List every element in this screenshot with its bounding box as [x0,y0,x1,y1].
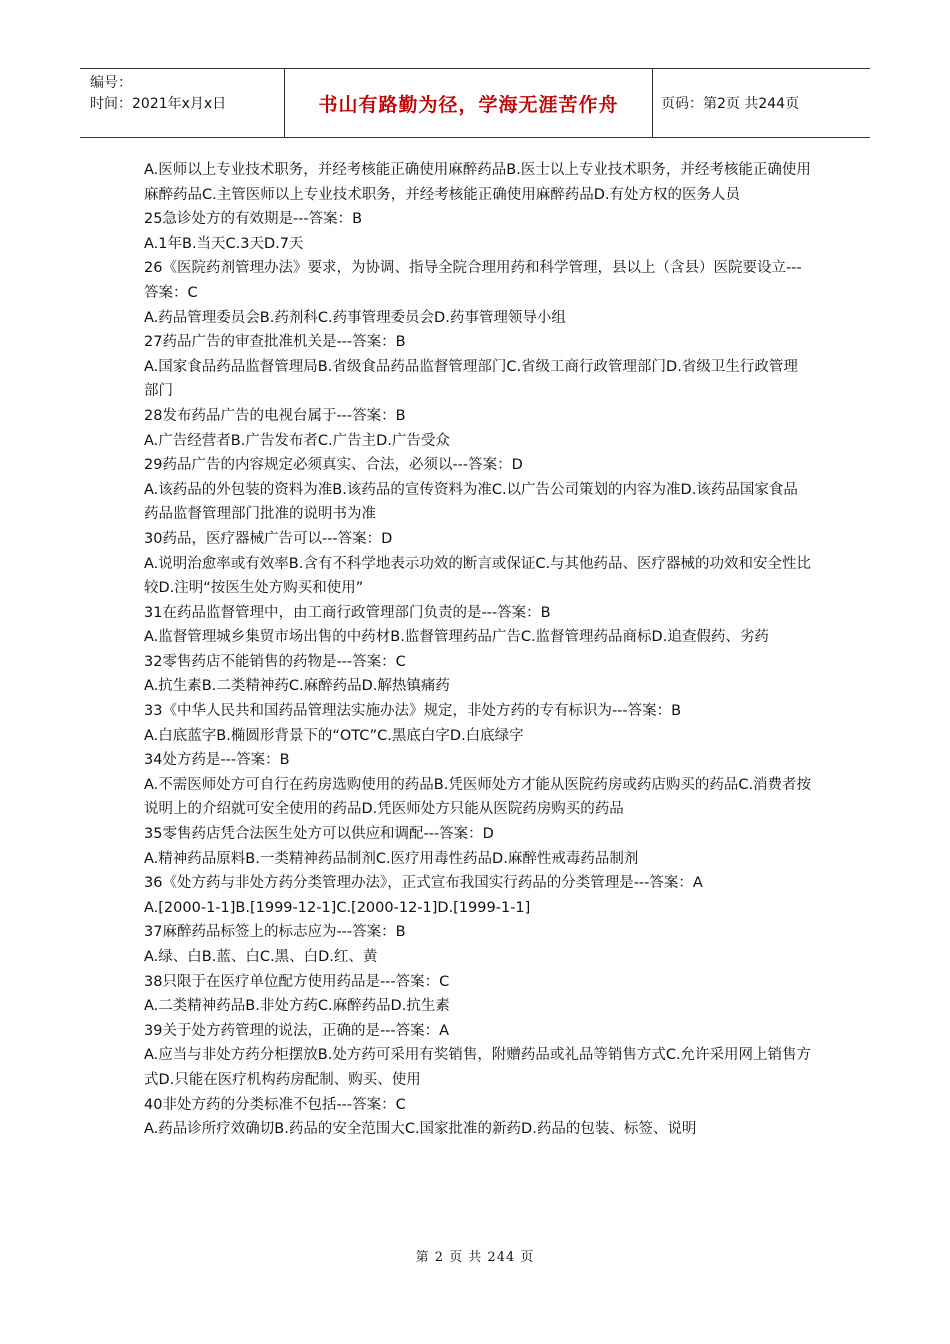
options-line: A.不需医师处方可自行在药房选购使用的药品B.凭医师处方才能从医院药房或药店购买的药品C.消费者按说明上的介绍就可安全使用的药品D.凭医师处方只能从医院药房购买的药品 [144,776,812,818]
question-line: 29药品广告的内容规定必须真实、合法，必须以---答案：D [144,457,523,474]
question-line: 40非处方药的分类标准不包括---答案：C [144,1096,406,1113]
question-line: 32零售药店不能销售的药物是---答案：C [144,653,406,670]
document-body [144,158,812,1142]
question-line: 36《处方药与非处方药分类管理办法》，正式宣布我国实行药品的分类管理是---答案：A [144,875,703,892]
document-number-label: 编号： [90,75,132,91]
options-line: A.抗生素B.二类精神药C.麻醉药品D.解热镇痛药 [144,678,450,695]
options-line: A.该药品的外包装的资料为准B.该药品的宣传资料为准C.以广告公司策划的内容为准D.该药品国家食品药品监督管理部门批准的说明书为准 [144,481,798,523]
question-line: 30药品，医疗器械广告可以---答案：D [144,530,393,547]
question-line: 37麻醉药品标签上的标志应为---答案：B [144,924,406,941]
question-line: 35零售药店凭合法医生处方可以供应和调配---答案：D [144,826,494,843]
options-line: A.1年B.当天C.3天D.7天 [144,235,304,252]
options-line: A.白底蓝字B.椭圆形背景下的“OTC”C.黑底白字D.白底绿字 [144,727,524,744]
header-motto: 书山有路勤为径，学海无涯苦作舟 [284,69,653,137]
options-line: A.应当与非处方药分柜摆放B.处方药可采用有奖销售，附赠药品或礼品等销售方式C.允许采用网上销售方式D.只能在医疗机构药房配制、购买、使用 [144,1047,812,1088]
options-line: A.医师以上专业技术职务，并经考核能正确使用麻醉药品B.医士以上专业技术职务，并经考核能正确使用麻醉药品C.主管医师以上专业技术职务，并经考核能正确使用麻醉药品D.有处方权的医务人员 [144,162,811,203]
header-page-info: 页码：第2页 共244页 [661,96,800,112]
header-meta [80,69,284,137]
options-line: A.广告经营者B.广告发布者C.广告主D.广告受众 [144,432,450,449]
options-line: A.[2000-1-1]B.[1999-12-1]C.[2000-12-1]D.[1999-1-1] [144,899,531,916]
question-line: 25急诊处方的有效期是---答案：B [144,211,363,228]
options-line: A.二类精神药品B.非处方药C.麻醉药品D.抗生素 [144,998,450,1015]
options-line: A.国家食品药品监督管理局B.省级食品药品监督管理部门C.省级工商行政管理部门D.省级卫生行政管理部门 [144,358,798,400]
question-line: 28发布药品广告的电视台属于---答案：B [144,407,406,424]
options-line: A.说明治愈率或有效率B.含有不科学地表示功效的断言或保证C.与其他药品、医疗器械的功效和安全性比较D.注明“按医生处方购买和使用” [144,555,812,597]
question-line: 27药品广告的审查批准机关是---答案：B [144,334,406,351]
options-line: A.精神药品原料B.一类精神药品制剂C.医疗用毒性药品D.麻醉性戒毒药品制剂 [144,850,639,867]
question-line: 38只限于在医疗单位配方使用药品是---答案：C [144,973,450,990]
question-line: 31在药品监督管理中，由工商行政管理部门负责的是---答案：B [144,604,551,621]
options-line: A.药品诊所疗效确切B.药品的安全范围大C.国家批准的新药D.药品的包装、标签、说明 [144,1121,697,1138]
question-line: 34处方药是---答案：B [144,752,290,769]
question-line: 33《中华人民共和国药品管理法实施办法》规定，非处方药的专有标识为---答案：B [144,703,682,720]
page-header [80,68,870,138]
document-time-label: 时间：2021年x月x日 [90,96,227,112]
options-line: A.监督管理城乡集贸市场出售的中药材B.监督管理药品广告C.监督管理药品商标D.追查假药、劣药 [144,629,769,646]
options-line: A.药品管理委员会B.药剂科C.药事管理委员会D.药事管理领导小组 [144,309,566,326]
page-footer: 第 2 页 共 244 页 [415,1250,535,1265]
question-line: 39关于处方药管理的说法，正确的是---答案：A [144,1022,450,1039]
question-line: 26《医院药剂管理办法》要求，为协调、指导全院合理用药和科学管理，县以上（含县）医院要设立---答案：C [144,260,802,301]
options-line: A.绿、白B.蓝、白C.黑、白D.红、黄 [144,949,378,965]
